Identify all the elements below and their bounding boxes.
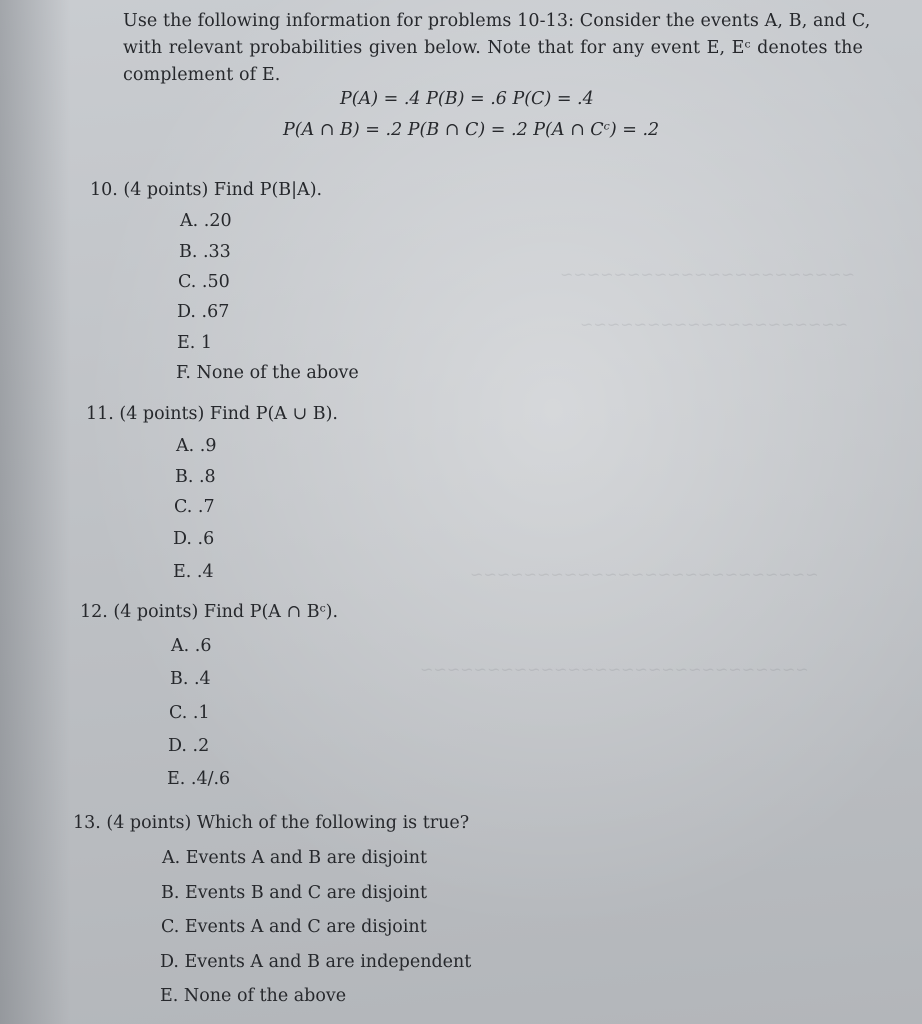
problem-intro <box>123 8 871 89</box>
intro-line-1: Use the following information for problems 10-13: Consider the events A, B, and C, <box>123 11 871 31</box>
question-13-option-b: B. Events B and C are disjoint <box>161 883 428 903</box>
question-13-option-c: C. Events A and C are disjoint <box>161 917 427 937</box>
question-10-option-a: A. .20 <box>180 211 232 231</box>
question-12-option-b: B. .4 <box>170 669 211 689</box>
question-13-prompt: 13. (4 points) Which of the following is true? <box>73 813 470 833</box>
question-12-option-a: A. .6 <box>171 636 212 656</box>
question-11-prompt: 11. (4 points) Find P(A ∪ B). <box>86 404 338 424</box>
probabilities-row-2: P(A ∩ B) = .2 P(B ∩ C) = .2 P(A ∩ Cᶜ) = .2 <box>283 120 660 140</box>
probabilities-row-1: P(A) = .4 P(B) = .6 P(C) = .4 <box>340 89 594 109</box>
intro-line-3: complement of E. <box>123 65 281 85</box>
question-12-option-d: D. .2 <box>168 736 210 756</box>
question-10-prompt: 10. (4 points) Find P(B|A). <box>90 180 323 200</box>
question-13-option-e: E. None of the above <box>160 986 347 1006</box>
question-11-option-b: B. .8 <box>175 467 216 487</box>
question-10-option-c: C. .50 <box>178 272 230 292</box>
question-11-option-e: E. .4 <box>173 562 214 582</box>
question-11-option-a: A. .9 <box>176 436 217 456</box>
question-12-option-e: E. .4/.6 <box>167 769 231 789</box>
question-12-option-c: C. .1 <box>169 703 210 723</box>
question-13-option-a: A. Events A and B are disjoint <box>162 848 428 868</box>
bleed-through-mark: ~~~~~~~~~~~~~~~~~~~~~~~~~~ <box>470 565 819 584</box>
intro-line-2: with relevant probabilities given below. Note that for any event E, Eᶜ denotes the <box>123 38 863 58</box>
question-10-option-f: F. None of the above <box>176 363 359 383</box>
question-10-option-d: D. .67 <box>177 302 230 322</box>
question-12-prompt: 12. (4 points) Find P(A ∩ Bᶜ). <box>80 602 339 622</box>
question-13-option-d: D. Events A and B are independent <box>160 952 472 972</box>
question-11-option-d: D. .6 <box>173 529 215 549</box>
bleed-through-mark: ~~~~~~~~~~~~~~~~~~~~~~~~~~~~~ <box>420 660 809 679</box>
bleed-through-mark: ~~~~~~~~~~~~~~~~~~~~ <box>580 315 849 334</box>
question-10-option-e: E. 1 <box>177 333 213 353</box>
page-shadow <box>0 0 70 1024</box>
bleed-through-mark: ~~~~~~~~~~~~~~~~~~~~~~ <box>560 265 855 284</box>
question-11-option-c: C. .7 <box>174 497 215 517</box>
question-10-option-b: B. .33 <box>179 242 231 262</box>
